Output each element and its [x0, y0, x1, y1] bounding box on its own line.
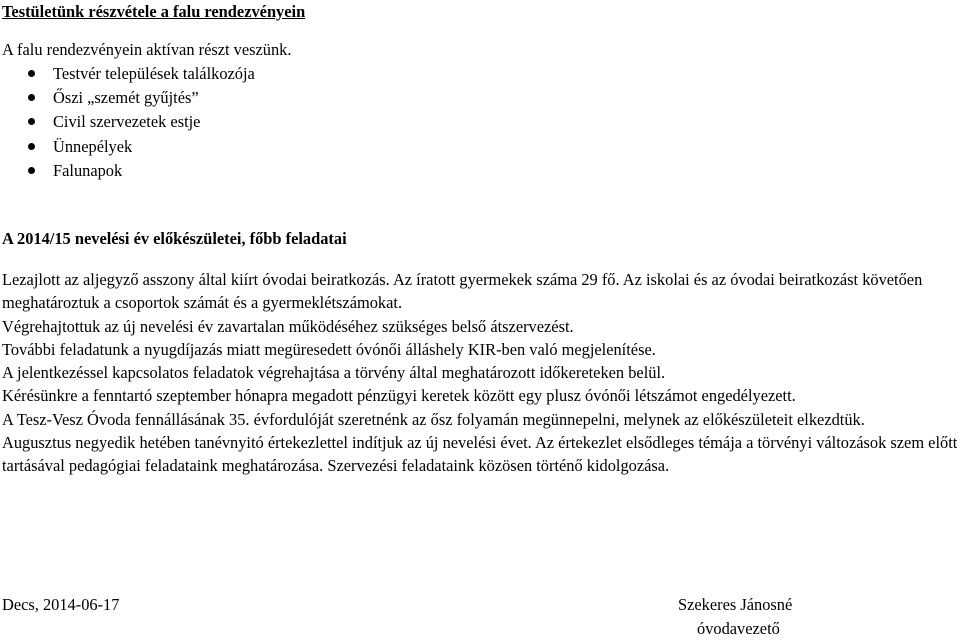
paragraph: Lezajlott az aljegyző asszony által kiírt óvodai beiratkozás. Az íratott gyermekek száma 29 fő. Az iskolai és az óvodai beiratkozást követően meghatároztuk a csoportok számát és a gyermeklétszámokat. [2, 270, 923, 313]
intro-text: A falu rendezvényein aktívan részt veszünk. [2, 40, 292, 59]
bullet-icon [28, 70, 35, 77]
list-item: Falunapok [0, 159, 255, 183]
bullet-icon [28, 94, 35, 101]
bullet-icon [28, 143, 35, 150]
list-item: Ünnepélyek [0, 135, 255, 159]
bullet-icon [28, 118, 35, 125]
paragraph: Kérésünkre a fenntartó szeptember hónapra megadott pénzügyi keretek között egy plusz óvónői létszámot engedélyezett. [2, 386, 796, 406]
section-title: A 2014/15 nevelési év előkészületei, főbb feladatai [2, 229, 347, 248]
paragraph: Augusztus negyedik hetében tanévnyitó értekezlettel indítjuk az új nevelési évet. Az értekezlet elsődleges témája a törvényi változások szem előtt tartásával pedagógiai feladataink meghatározása. Szervezési feladataink közösen történő kidolgozása. [2, 433, 958, 476]
paragraph: Végrehajtottuk az új nevelési év zavartalan működéséhez szükséges belső átszervezést. [2, 316, 574, 336]
section-body [2, 268, 958, 478]
signatory-title: óvodavezető [697, 619, 780, 638]
paragraph: További feladatunk a nyugdíjazás miatt megüresedett óvónői álláshely KIR-ben való megjelenítése. [2, 339, 656, 359]
list-item: Civil szervezetek estje [0, 110, 255, 134]
bullet-icon [28, 167, 35, 174]
paragraph: A Tesz-Vesz Óvoda fennállásának 35. évfordulóját szeretnénk az ősz folyamán megünnepelni, melynek az előkészületeit elkezdtük. [2, 409, 865, 429]
list-item: Őszi „szemét gyűjtés” [0, 86, 255, 110]
place-and-date: Decs, 2014-06-17 [2, 595, 120, 614]
document-heading: Testületünk részvétele a falu rendezvényein [2, 2, 306, 21]
events-list [0, 62, 255, 183]
list-item: Testvér települések találkozója [0, 62, 255, 86]
paragraph: A jelentkezéssel kapcsolatos feladatok végrehajtása a törvény által meghatározott időkereteken belül. [2, 363, 666, 383]
signatory-name: Szekeres Jánosné [678, 595, 793, 614]
